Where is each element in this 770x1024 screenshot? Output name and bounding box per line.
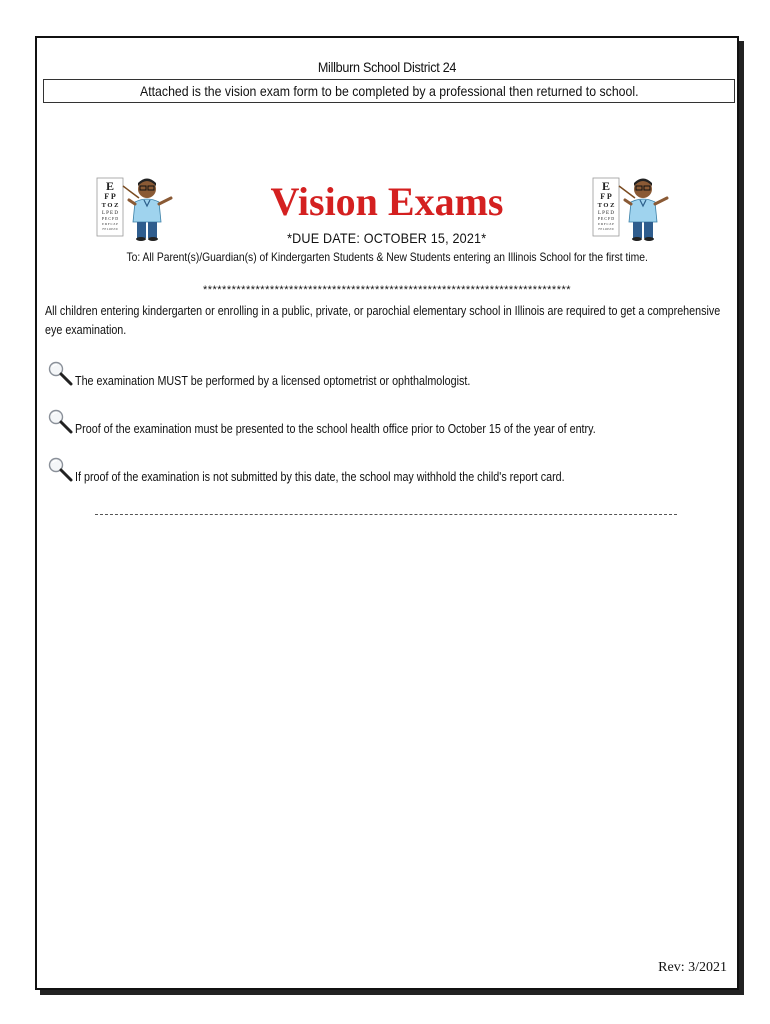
chart-row-2: F P <box>600 192 612 201</box>
chart-row-3: T O Z <box>101 202 119 209</box>
addressee-text: To: All Parent(s)/Guardian(s) of Kindergarten Students & New Students entering an Illinois School for the first time. <box>126 250 648 264</box>
chart-row-6: E D F C Z P <box>598 222 614 226</box>
star-separator: ***************************************************************************** <box>202 284 572 296</box>
page-title: Vision Exams <box>270 179 504 224</box>
due-date-text: *DUE DATE: OCTOBER 15, 2021* <box>287 230 487 246</box>
revision-label: Rev: 3/2021 <box>658 960 727 975</box>
due-date <box>37 230 737 246</box>
bullet-text: Proof of the examination must be presented to the school health office prior to October 15 of the year of entry. <box>75 422 596 436</box>
magnifier-icon <box>47 360 75 388</box>
chart-row-6: E D F C Z P <box>102 222 118 226</box>
addressee <box>37 250 737 264</box>
chart-row-1: E <box>105 179 115 193</box>
chart-row-3: T O Z <box>597 202 615 209</box>
bullet-item <box>47 360 727 390</box>
dashed-divider <box>95 514 677 515</box>
chart-row-5: P E C F D <box>101 216 119 221</box>
bullet-text: If proof of the examination is not submitted by this date, the school may withhold the child's report card. <box>75 470 565 484</box>
intro-text: All children entering kindergarten or enrolling in a public, private, or parochial elementary school in Illinois are required to get a comprehensive eye examination. <box>45 304 721 337</box>
district-name: Millburn School District 24 <box>317 59 457 75</box>
chart-row-4: L P E D <box>102 211 118 216</box>
chart-row-7: F E L O P Z D <box>102 228 118 231</box>
bullet-text: The examination MUST be performed by a licensed optometrist or ophthalmologist. <box>75 374 471 388</box>
bullet-item <box>47 408 727 438</box>
bullet-item <box>47 456 727 486</box>
chart-row-5: P E C F D <box>597 216 615 221</box>
chart-row-7: F E L O P Z D <box>598 228 614 231</box>
attached-note-box <box>43 79 735 103</box>
magnifier-icon <box>47 408 75 436</box>
magnifier-icon <box>47 456 75 484</box>
attached-note: Attached is the vision exam form to be completed by a professional then returned to school. <box>139 83 639 99</box>
document-page <box>35 36 739 990</box>
chart-row-4: L P E D <box>598 211 614 216</box>
chart-row-2: F P <box>104 192 116 201</box>
intro-paragraph <box>45 302 731 340</box>
chart-row-1: E <box>601 179 611 193</box>
